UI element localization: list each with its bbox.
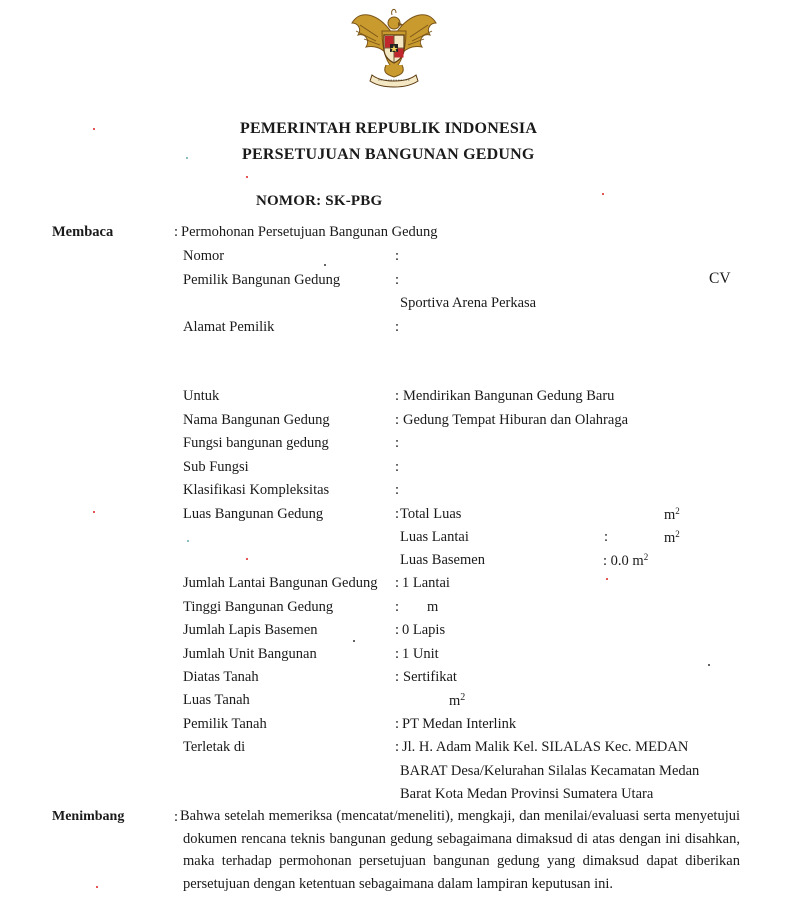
pemilik-colon: : — [395, 272, 400, 288]
terletak-label: Terletak di — [183, 739, 246, 755]
luas-lantai-label: Luas Lantai — [400, 529, 469, 545]
diatas-tanah-label: Diatas Tanah — [183, 669, 259, 685]
luas-basemen-label: Luas Basemen — [400, 552, 485, 568]
luas-lantai-colon: : — [604, 529, 609, 545]
untuk-value: Mendirikan Bangunan Gedung Baru — [403, 388, 615, 404]
sub-fungsi-label: Sub Fungsi — [183, 459, 249, 475]
jumlah-lantai-label: Jumlah Lantai Bangunan Gedung — [183, 575, 378, 591]
diatas-tanah-value: Sertifikat — [403, 669, 457, 685]
menimbang-heading: Menimbang — [52, 809, 125, 824]
nomor-colon: : — [395, 248, 400, 264]
alamat-label: Alamat Pemilik — [183, 319, 275, 335]
pemilik-tanah-colon: : — [395, 716, 400, 732]
membaca-intro: Permohonan Persetujuan Bangunan Gedung — [181, 224, 438, 240]
scan-speck — [246, 176, 248, 178]
pemilik-label: Pemilik Bangunan Gedung — [183, 272, 341, 288]
lapis-basemen-value: 0 Lapis — [402, 622, 446, 638]
scan-speck — [93, 128, 95, 130]
membaca-heading: Membaca — [52, 224, 114, 240]
scan-speck — [606, 578, 608, 580]
jumlah-lantai-value: 1 Lantai — [402, 575, 450, 591]
diatas-tanah-colon: : — [395, 669, 400, 685]
alamat-colon: : — [395, 319, 400, 335]
unit-bangunan-label: Jumlah Unit Bangunan — [183, 646, 317, 662]
tinggi-label: Tinggi Bangunan Gedung — [183, 599, 334, 615]
menimbang-colon: : — [174, 809, 179, 825]
pemilik-value-name: Sportiva Arena Perkasa — [400, 295, 537, 311]
klasifikasi-colon: : — [395, 482, 400, 498]
nomor-label: Nomor — [183, 248, 225, 264]
klasifikasi-label: Klasifikasi Kompleksitas — [183, 482, 330, 498]
untuk-label: Untuk — [183, 388, 220, 404]
membaca-colon: : — [174, 224, 179, 240]
lapis-basemen-label: Jumlah Lapis Basemen — [183, 622, 318, 638]
tinggi-unit: m — [427, 599, 439, 615]
tinggi-colon: : — [395, 599, 400, 615]
scan-speck — [602, 193, 604, 195]
scan-speck — [187, 540, 189, 542]
unit-bangunan-colon: : — [395, 646, 400, 662]
fungsi-colon: : — [395, 435, 400, 451]
terletak-line-1: Jl. H. Adam Malik Kel. SILALAS Kec. MEDAN — [402, 739, 689, 755]
total-luas-unit: $m^2$ — [664, 506, 680, 523]
untuk-colon: : — [395, 388, 400, 404]
lapis-basemen-colon: : — [395, 622, 400, 638]
scan-speck — [353, 640, 355, 642]
unit-bangunan-value: 1 Unit — [402, 646, 439, 662]
total-luas-label: Total Luas — [400, 506, 462, 522]
scan-speck — [708, 664, 710, 666]
pemilik-tanah-value: PT Medan Interlink — [402, 716, 517, 732]
pemilik-tanah-label: Pemilik Tanah — [183, 716, 267, 732]
scan-speck — [324, 264, 326, 266]
luas-bangunan-label: Luas Bangunan Gedung — [183, 506, 324, 522]
luas-basemen-value: : 0.0 $m^2$ — [603, 552, 649, 569]
pemilik-value-cv: CV — [709, 270, 731, 287]
nama-bangunan-colon: : — [395, 412, 400, 428]
scan-speck — [186, 157, 188, 159]
terletak-line-3: Barat Kota Medan Provinsi Sumatera Utara — [400, 786, 654, 802]
nama-bangunan-label: Nama Bangunan Gedung — [183, 412, 330, 428]
document-title: PERSETUJUAN BANGUNAN GEDUNG — [242, 146, 535, 163]
jumlah-lantai-colon: : — [395, 575, 400, 591]
document-number: NOMOR: SK-PBG — [256, 193, 383, 209]
luas-tanah-unit: $m^2$ — [449, 692, 466, 709]
sub-fungsi-colon: : — [395, 459, 400, 475]
luas-tanah-label: Luas Tanah — [183, 692, 250, 708]
scan-speck — [93, 511, 95, 513]
garuda-emblem-icon — [348, 3, 440, 89]
fungsi-label: Fungsi bangunan gedung — [183, 435, 329, 451]
menimbang-paragraph: Bahwa setelah memeriksa (mencatat/meneliti), mengkaji, dan menilai/evaluasi serta menyetujui dokumen rencana teknis bangunan gedung sebagaimana dimaksud di atas dengan ini disahkan, maka terhadap permohonan persetujuan bangunan gedung yang dimaksud dapat diberikan persetujuan dengan ketentuan sebagaimana dalam lampiran keputusan ini. — [180, 808, 740, 893]
nama-bangunan-value: Gedung Tempat Hiburan dan Olahraga — [403, 412, 629, 428]
scan-speck — [246, 558, 248, 560]
government-heading: PEMERINTAH REPUBLIK INDONESIA — [240, 120, 538, 137]
terletak-colon: : — [395, 739, 400, 755]
luas-bangunan-colon: : — [395, 506, 400, 522]
luas-lantai-unit: $m^2$ — [664, 529, 680, 546]
scan-speck — [96, 886, 98, 888]
terletak-line-2: BARAT Desa/Kelurahan Silalas Kecamatan Medan — [400, 763, 700, 779]
